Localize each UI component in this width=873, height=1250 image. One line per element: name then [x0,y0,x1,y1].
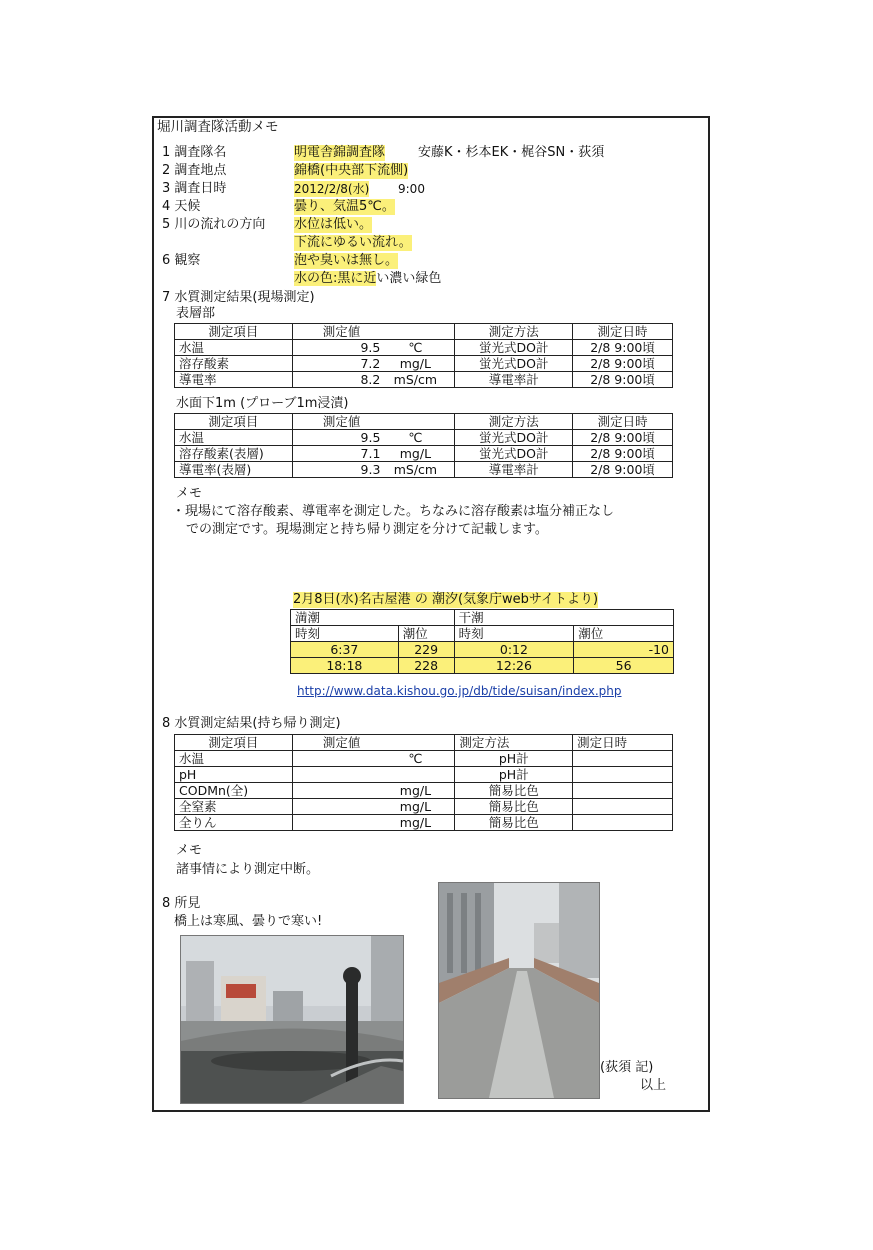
tide-cell: -10 [574,642,674,658]
cell-value: 9.5 ℃ [292,430,455,446]
cell-date [573,783,673,799]
cell-date [573,799,673,815]
tide-high-label: 満潮 [291,610,455,626]
table-row [175,799,673,815]
cell-method: pH計 [455,767,573,783]
header-date: 測定日時 [573,414,673,430]
river-photo-image [439,883,599,1098]
header-date: 測定日時 [573,324,673,340]
table-row [175,751,673,767]
header-item: 測定項目 [175,735,293,751]
findings-text: 橋上は寒風、曇りで寒い! [174,914,323,929]
tide-title: 2月8日(水)名古屋港 の 潮汐(気象庁webサイトより) [293,592,599,607]
surface-label: 表層部 [176,306,216,321]
cell-method: 蛍光式DO計 [455,446,573,462]
tide-header-level: 潮位 [574,626,674,642]
takeback-memo-label: メモ [176,843,203,858]
river-photo [438,882,600,1099]
table-row [291,658,674,674]
info-value-team: 明電舎錦調査隊 [294,145,386,160]
header-item: 測定項目 [175,414,293,430]
cell-item: 全りん [175,815,293,831]
header-item: 測定項目 [175,324,293,340]
cell-method: 導電率計 [455,372,573,388]
cell-date: 2/8 9:00頃 [573,430,673,446]
cell-item: 溶存酸素 [175,356,293,372]
deep-table [174,413,673,478]
cell-method: 導電率計 [455,462,573,478]
cell-value: mg/L [292,783,455,799]
cell-value: 8.2 mS/cm [292,372,455,388]
cell-date [573,767,673,783]
info-label-flow: 5 川の流れの方向 [162,217,266,232]
cell-date: 2/8 9:00頃 [573,372,673,388]
info-label-datetime: 3 調査日時 [162,181,227,196]
info-value-weather: 曇り、気温5℃。 [294,199,395,214]
bridge-photo-image [181,936,403,1103]
tide-low-label: 干潮 [454,610,673,626]
table-row [291,642,674,658]
header-method: 測定方法 [455,735,573,751]
info-value-flow-1: 水位は低い。 [294,217,373,232]
findings-heading: 8 所見 [162,896,201,911]
observation-water-color-rest: い濃い緑色 [376,271,442,286]
cell-value: 9.3 mS/cm [292,462,455,478]
memo-label: メモ [176,486,203,501]
tide-cell: 229 [398,642,454,658]
cell-value: mg/L [292,815,455,831]
memo-line-1: ・現場にて溶存酸素、導電率を測定した。ちなみに溶存酸素は塩分補正なし [172,504,615,519]
observation-water-color-highlight: 水の色:黒に近 [294,271,377,286]
cell-date: 2/8 9:00頃 [573,340,673,356]
table-header-row [175,735,673,751]
cell-item: 水温 [175,430,293,446]
header-value: 測定値 [292,414,455,430]
table-row [175,462,673,478]
table-row [175,430,673,446]
cell-item: CODMn(全) [175,783,293,799]
cell-method: 簡易比色 [455,815,573,831]
cell-method: 蛍光式DO計 [455,340,573,356]
signature: (荻須 記) [600,1060,654,1075]
cell-value: 7.2 mg/L [292,356,455,372]
takeback-memo-text: 諸事情により測定中断。 [176,862,320,877]
cell-value: mg/L [292,799,455,815]
section8-heading: 8 水質測定結果(持ち帰り測定) [162,716,341,731]
table-row [175,783,673,799]
info-value-time: 9:00 [398,182,425,196]
cell-method: 簡易比色 [455,783,573,799]
cell-item: 導電率(表層) [175,462,293,478]
cell-value [292,767,455,783]
surface-table [174,323,673,388]
cell-date: 2/8 9:00頃 [573,462,673,478]
deep-label: 水面下1m (プローブ1m浸漬) [176,396,349,411]
table-header-row [175,324,673,340]
cell-date [573,751,673,767]
tide-header-row [291,626,674,642]
header-method: 測定方法 [455,414,573,430]
cell-method: 簡易比色 [455,799,573,815]
cell-item: 全窒素 [175,799,293,815]
header-date: 測定日時 [573,735,673,751]
tide-source-link[interactable]: http://www.data.kishou.go.jp/db/tide/suisan/index.php [297,684,622,698]
cell-method: pH計 [455,751,573,767]
tide-table [290,609,674,674]
info-value-observation-2 [294,271,441,287]
cell-method: 蛍光式DO計 [455,430,573,446]
takeback-table [174,734,673,831]
tide-header-level: 潮位 [398,626,454,642]
tide-cell: 56 [574,658,674,674]
info-team-members: 安藤K・杉本EK・梶谷SN・荻須 [418,145,605,160]
cell-item: 水温 [175,751,293,767]
info-label-weather: 4 天候 [162,199,201,214]
header-value: 測定値 [292,735,455,751]
info-label-team: 1 調査隊名 [162,145,227,160]
info-value-date: 2012/2/8(水) [294,182,370,196]
info-label-observation: 6 観察 [162,253,201,268]
cell-value: 7.1 mg/L [292,446,455,462]
table-row [175,446,673,462]
cell-item: 導電率 [175,372,293,388]
tide-cell: 12:26 [454,658,574,674]
table-header-row [175,414,673,430]
info-label-location: 2 調査地点 [162,163,227,178]
cell-item: 水温 [175,340,293,356]
tide-cell: 0:12 [454,642,574,658]
tide-header-time: 時刻 [454,626,574,642]
tide-group-row [291,610,674,626]
cell-method: 蛍光式DO計 [455,356,573,372]
tide-header-time: 時刻 [291,626,399,642]
tide-cell: 6:37 [291,642,399,658]
cell-value: 9.5 ℃ [292,340,455,356]
info-value-observation-1: 泡や臭いは無し。 [294,253,399,268]
table-row [175,340,673,356]
cell-item: pH [175,767,293,783]
document-title: 堀川調査隊活動メモ [157,119,279,135]
cell-value: ℃ [292,751,455,767]
tide-cell: 228 [398,658,454,674]
end-mark: 以上 [640,1078,667,1093]
table-row [175,815,673,831]
header-method: 測定方法 [455,324,573,340]
memo-line-2: での測定です。現場測定と持ち帰り測定を分けて記載します。 [186,522,548,537]
cell-date: 2/8 9:00頃 [573,446,673,462]
cell-date [573,815,673,831]
cell-item: 溶存酸素(表層) [175,446,293,462]
cell-date: 2/8 9:00頃 [573,356,673,372]
table-row [175,356,673,372]
header-value: 測定値 [292,324,455,340]
section7-heading: 7 水質測定結果(現場測定) [162,290,315,305]
table-row [175,767,673,783]
tide-cell: 18:18 [291,658,399,674]
table-row [175,372,673,388]
info-value-flow-2: 下流にゆるい流れ。 [294,235,412,250]
info-value-location: 錦橋(中央部下流側) [294,163,409,178]
bridge-photo [180,935,404,1104]
